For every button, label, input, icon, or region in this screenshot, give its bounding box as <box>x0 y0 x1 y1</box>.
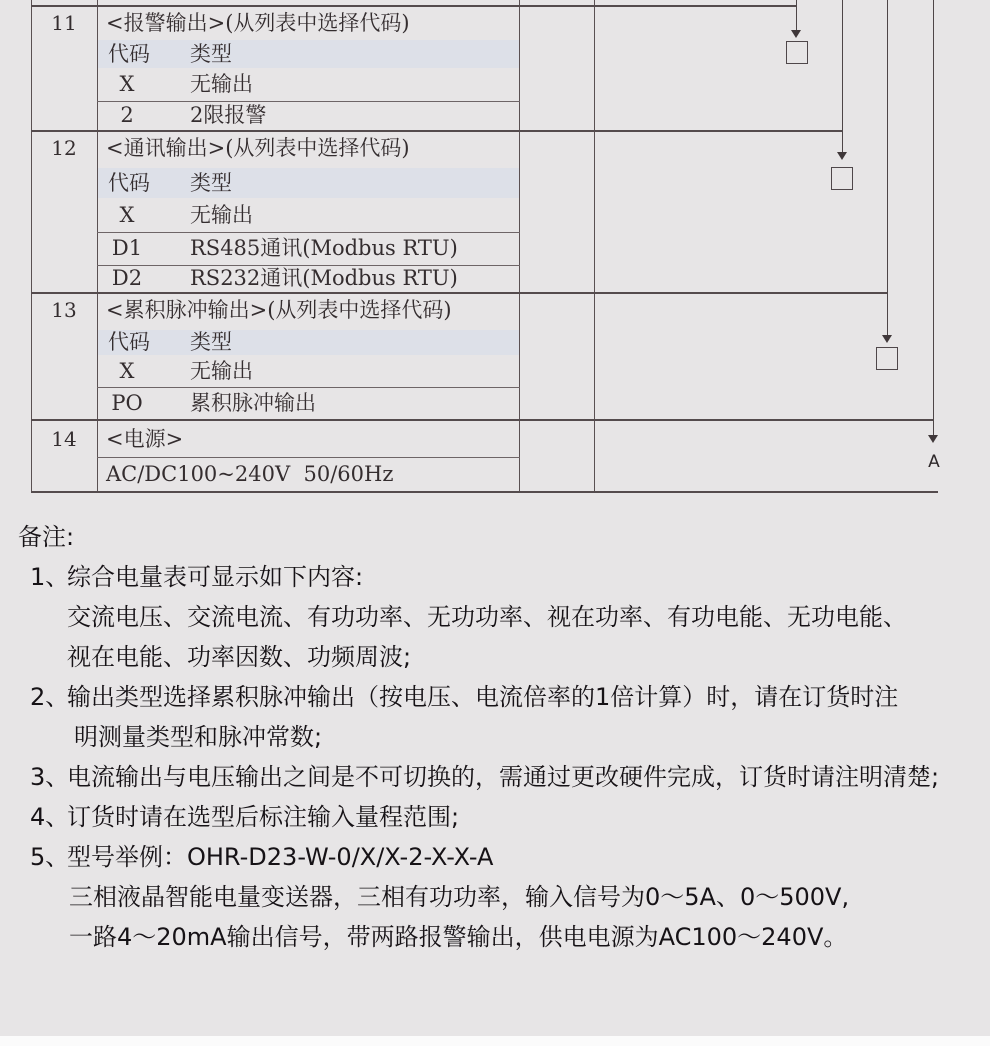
row-14-title: <电源> <box>106 427 184 451</box>
note-1-text: 交流电压、交流电流、有功功率、无功功率、视在功率、有功电能、无功电能、 <box>67 603 907 631</box>
note-3-text: 电流输出与电压输出之间是不可切换的，需通过更改硬件完成，订货时请注明清楚; <box>67 763 940 791</box>
row-13-option-type: 累积脉冲输出 <box>190 391 316 415</box>
row-12-option-type: RS232通讯(Modbus RTU) <box>190 266 458 290</box>
note-5-line-2 <box>18 877 983 917</box>
note-4-line-1 <box>18 797 983 837</box>
note-1-text: 视在电能、功率因数、功频周波; <box>67 643 412 671</box>
row-11-option-type: 无输出 <box>190 72 253 96</box>
selection-box-alarm-output <box>786 41 808 64</box>
note-1-number: 1、 <box>30 563 70 591</box>
row-13-number: 13 <box>51 298 77 322</box>
row-13-option-code: X <box>119 359 135 383</box>
note-2-text: 输出类型选择累积脉冲输出（按电压、电流倍率的1倍计算）时，请在订货时注 <box>67 683 899 711</box>
note-5-line-1 <box>18 837 983 877</box>
row-13-option-code: PO <box>111 391 143 415</box>
note-5-number: 5、 <box>30 843 70 871</box>
row-11-header-code: 代码 <box>108 42 150 66</box>
subrow-line <box>97 101 520 102</box>
table-border-bottom <box>31 491 938 493</box>
selection-box-pulse-output <box>876 347 898 370</box>
arrow-down-icon <box>837 152 847 160</box>
note-1-line-1 <box>18 557 983 597</box>
row-11-header-type: 类型 <box>190 42 232 66</box>
row-11-option-code: X <box>119 72 135 96</box>
note-1-line-3 <box>18 637 983 677</box>
arrow-down-icon <box>928 435 938 443</box>
row-11-option-type: 2限报警 <box>190 103 267 127</box>
selection-box-comm-output <box>831 167 853 190</box>
row-12-number: 12 <box>51 136 77 160</box>
row-12-option-type: 无输出 <box>190 203 253 227</box>
row-11-option-code: 2 <box>120 103 134 127</box>
row-11-title: <报警输出>(从列表中选择代码) <box>106 11 410 35</box>
row-14-number: 14 <box>51 427 77 451</box>
notes-heading-text: 备注: <box>18 523 75 551</box>
row-14-power-value: AC/DC100~240V 50/60Hz <box>106 462 394 486</box>
arrow-down-icon <box>882 335 892 343</box>
row-12-option-type: RS485通讯(Modbus RTU) <box>190 236 458 260</box>
row-12-option-code: D2 <box>111 266 143 290</box>
note-4-text: 订货时请在选型后标注输入量程范围; <box>67 803 460 831</box>
note-2-text: 明测量类型和脉冲常数; <box>74 723 323 751</box>
note-3-line-1 <box>18 757 983 797</box>
leader-line-power-supply <box>933 0 934 437</box>
row-13-header-band <box>98 330 519 355</box>
bottom-page-strip <box>0 1036 990 1046</box>
row-11-number: 11 <box>51 11 77 35</box>
row-13-option-type: 无输出 <box>190 359 253 383</box>
row-12-title: <通讯输出>(从列表中选择代码) <box>106 136 410 160</box>
leader-line-comm-output <box>842 0 843 154</box>
leader-line-pulse-output <box>887 0 888 337</box>
row-13-title: <累积脉冲输出>(从列表中选择代码) <box>106 298 452 322</box>
notes-heading <box>18 517 983 557</box>
note-5-text: 一路4～20mA输出信号，带两路报警输出，供电电源为AC100～240V。 <box>69 923 848 951</box>
note-4-number: 4、 <box>30 803 70 831</box>
terminal-label: A <box>928 452 940 472</box>
row-12-option-code: X <box>119 203 135 227</box>
note-5-text: 三相液晶智能电量变送器，三相有功功率，输入信号为0～5A、0～500V, <box>69 883 850 911</box>
row-12-header-code: 代码 <box>108 171 150 195</box>
note-3-number: 3、 <box>30 763 70 791</box>
row-12-option-code: D1 <box>111 236 143 260</box>
note-1-text: 综合电量表可显示如下内容: <box>67 563 364 591</box>
notes-section <box>18 517 983 957</box>
note-5-text: 型号举例：OHR-D23-W-0/X/X-2-X-X-A <box>67 843 494 871</box>
note-5-line-3 <box>18 917 983 957</box>
note-2-line-1 <box>18 677 983 717</box>
note-2-number: 2、 <box>30 683 70 711</box>
row-11-header-band <box>98 40 519 68</box>
row-13-header-code: 代码 <box>108 330 150 354</box>
arrow-down-icon <box>791 30 801 38</box>
row-12-header-type: 类型 <box>190 171 232 195</box>
note-1-line-2 <box>18 597 983 637</box>
row-13-header-type: 类型 <box>190 330 232 354</box>
note-2-line-2 <box>18 717 983 757</box>
leader-line-alarm-output <box>796 0 797 32</box>
row-12-header-band <box>98 168 519 198</box>
